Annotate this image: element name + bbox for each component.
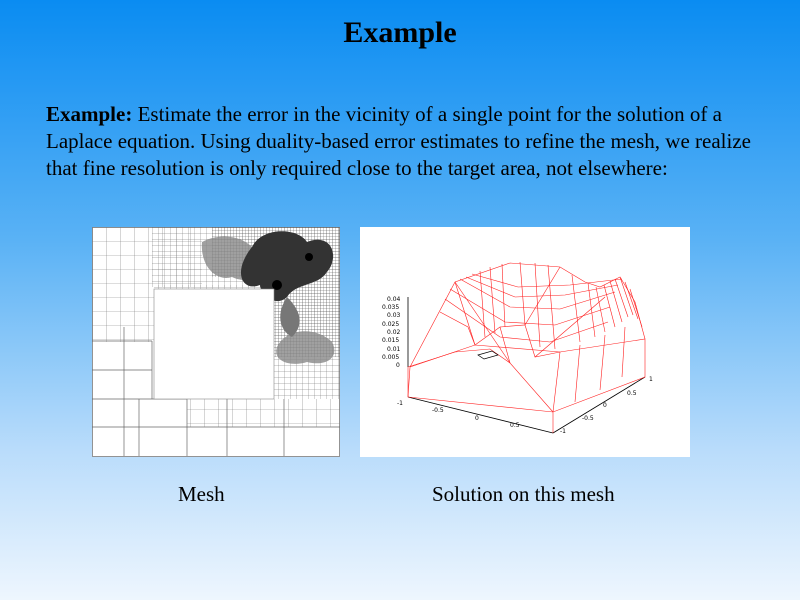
x-tick: -0.5 xyxy=(432,407,444,414)
solution-surface-plot xyxy=(360,227,690,457)
example-paragraph xyxy=(46,101,766,182)
y-tick: 0.5 xyxy=(627,390,637,397)
mesh-figure xyxy=(92,227,340,457)
x-axis-ticks xyxy=(397,400,520,429)
y-axis-ticks xyxy=(560,376,653,435)
y-tick: 0 xyxy=(603,402,607,409)
paragraph-lead: Example: xyxy=(46,102,133,126)
z-tick: 0.02 xyxy=(387,329,401,336)
z-tick: 0.04 xyxy=(387,296,401,303)
y-tick: 1 xyxy=(649,376,653,383)
z-tick: 0.005 xyxy=(382,354,400,361)
solution-caption: Solution on this mesh xyxy=(432,482,615,506)
z-tick: 0.035 xyxy=(382,304,400,311)
z-tick: 0.01 xyxy=(387,346,401,353)
z-tick: 0.015 xyxy=(382,337,400,344)
paragraph-body: Estimate the error in the vicinity of a single point for the solution of a Laplace equation. Using duality-based error estimates to refine the mesh, we realize that fine resolution is only required close to the target area, not elsewhere: xyxy=(46,102,751,180)
mesh-caption: Mesh xyxy=(178,482,225,506)
mesh-svg xyxy=(92,227,340,457)
z-axis-ticks xyxy=(382,296,401,369)
y-tick: -0.5 xyxy=(582,415,594,422)
x-tick: 0.5 xyxy=(510,422,520,429)
z-tick: 0 xyxy=(396,362,400,369)
z-tick: 0.03 xyxy=(387,312,401,319)
solution-figure xyxy=(360,227,690,457)
x-tick: 0 xyxy=(475,415,479,422)
y-tick: -1 xyxy=(560,428,566,435)
z-tick: 0.025 xyxy=(382,321,400,328)
slide-title: Example xyxy=(343,16,457,49)
x-tick: -1 xyxy=(397,400,403,407)
